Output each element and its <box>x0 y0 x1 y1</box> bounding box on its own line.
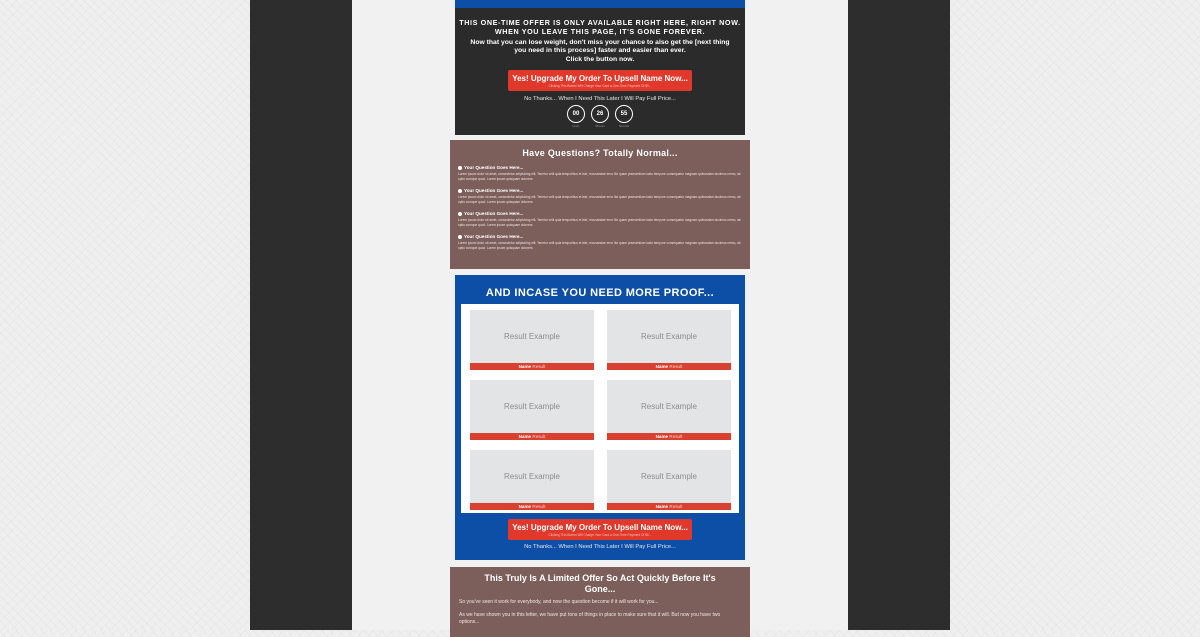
offer-body-cta-text: Click the button now. <box>565 55 635 63</box>
faq-item <box>458 165 742 181</box>
upgrade-button-label: Yes! Upgrade My Order To Upsell Name Now... <box>512 73 688 83</box>
result-card <box>607 380 731 440</box>
offer-headline <box>455 18 745 36</box>
faq-item <box>458 211 742 227</box>
offer-body <box>455 39 745 64</box>
result-caption <box>470 433 594 440</box>
result-caption <box>607 503 731 510</box>
timer-minutes <box>591 105 609 128</box>
result-card <box>607 310 731 370</box>
result-name: Name <box>655 504 669 509</box>
result-image-placeholder: Result Example <box>470 450 594 503</box>
faq-question <box>458 165 742 170</box>
countdown-timer <box>455 105 745 128</box>
result-name: Name <box>518 504 532 509</box>
timer-seconds-label: Seconds <box>618 124 630 128</box>
timer-seconds <box>615 105 633 128</box>
result-card <box>607 450 731 510</box>
timer-minutes-value: 26 <box>591 105 609 123</box>
timer-hours <box>567 105 585 128</box>
result-image-placeholder: Result Example <box>607 380 731 433</box>
offer-section <box>455 0 745 135</box>
faq-item <box>458 234 742 250</box>
results-grid <box>461 304 739 513</box>
result-name: Name <box>655 364 669 369</box>
result-card <box>470 450 594 510</box>
offer-body-text: Now that you can lose weight, don't miss your chance to also get the [next thing you need in this process] faster and easier than ever. <box>470 39 730 55</box>
timer-seconds-value: 55 <box>615 105 633 123</box>
faq-question-text: Your Question Goes Here... <box>464 188 524 193</box>
upgrade-button-label: Yes! Upgrade My Order To Upsell Name Now... <box>512 523 688 532</box>
faq-question-text: Your Question Goes Here... <box>464 211 524 216</box>
faq-question <box>458 234 742 239</box>
result-text: Result <box>532 434 546 439</box>
result-image-placeholder: Result Example <box>607 310 731 363</box>
result-text: Result <box>669 434 683 439</box>
result-text: Result <box>532 364 546 369</box>
faq-answer: Lorem ipsum dolor sit amet, consectetur adipisicing elit. Tenetur velit quia temporibus et iste, recusandae error illo quam praesentium iusto tempore consequatur magnam quibusdam ducimus nemo, ab optio cumque quod. Lorem ipsum quisquam dolorem. <box>458 172 741 181</box>
faq-item <box>458 188 742 204</box>
blue-top-strip <box>455 0 745 8</box>
result-caption <box>607 433 731 440</box>
result-text: Result <box>669 504 683 509</box>
proof-title: AND INCASE YOU NEED MORE PROOF... <box>485 287 715 299</box>
result-name: Name <box>518 364 532 369</box>
no-thanks-link-bottom[interactable]: No Thanks... When I Need This Later I Will Pay Full Price... <box>524 544 676 550</box>
proof-section <box>455 275 745 560</box>
faq-question <box>458 211 742 216</box>
question-bullet-icon <box>458 166 462 170</box>
upgrade-button-bottom[interactable] <box>508 519 692 540</box>
limited-offer-title: This Truly Is A Limited Offer So Act Quickly Before It's Gone... <box>484 573 716 594</box>
offer-headline-line-1: THIS ONE-TIME OFFER IS ONLY AVAILABLE RIGHT HERE, RIGHT NOW. <box>459 18 741 27</box>
result-card <box>470 380 594 440</box>
result-card <box>470 310 594 370</box>
faq-answer: Lorem ipsum dolor sit amet, consectetur adipisicing elit. Tenetur velit quia temporibus et iste, recusandae error illo quam praesentium iusto tempore consequatur magnam quibusdam ducimus nemo, ab optio cumque quod. Lorem ipsum quisquam dolorem. <box>458 241 741 250</box>
result-caption <box>470 363 594 370</box>
question-bullet-icon <box>458 212 462 216</box>
result-caption <box>470 503 594 510</box>
result-text: Result <box>669 364 683 369</box>
limited-offer-paragraph-1: So you've seen it work for everybody, and now the question become if it will work for you... <box>459 599 659 605</box>
timer-hours-label: Hours <box>572 124 580 128</box>
right-dark-band <box>848 0 950 630</box>
faq-answer: Lorem ipsum dolor sit amet, consectetur adipisicing elit. Tenetur velit quia temporibus et iste, recusandae error illo quam praesentium iusto tempore consequatur magnam quibusdam ducimus nemo, ab optio cumque quod. Lorem ipsum quisquam dolorem. <box>458 218 741 227</box>
limited-offer-paragraph-2: As we have shown you in this letter, we have put tons of things in place to make sure that it will. But now you have two options... <box>459 612 721 625</box>
upgrade-button[interactable] <box>508 70 692 91</box>
result-name: Name <box>655 434 669 439</box>
result-caption <box>607 363 731 370</box>
offer-headline-line-2: WHEN YOU LEAVE THIS PAGE, IT'S GONE FOREVER. <box>494 27 706 36</box>
faq-question <box>458 188 742 193</box>
faq-answer: Lorem ipsum dolor sit amet, consectetur adipisicing elit. Tenetur velit quia temporibus et iste, recusandae error illo quam praesentium iusto tempore consequatur magnam quibusdam ducimus nemo, ab optio cumque quod. Lorem ipsum quisquam dolorem. <box>458 195 741 204</box>
faq-section <box>450 140 750 269</box>
faq-question-text: Your Question Goes Here... <box>464 234 524 239</box>
faq-question-text: Your Question Goes Here... <box>464 165 524 170</box>
timer-minutes-label: Minutes <box>595 124 605 128</box>
upgrade-button-subtext: Clicking This Button Will Charge Your Card a One-Time Payment Of $0... <box>548 533 652 537</box>
question-bullet-icon <box>458 189 462 193</box>
result-image-placeholder: Result Example <box>607 450 731 503</box>
result-text: Result <box>532 504 546 509</box>
result-image-placeholder: Result Example <box>470 310 594 363</box>
result-name: Name <box>518 434 532 439</box>
faq-list <box>450 165 750 250</box>
upgrade-button-subtext: Clicking This Button Will Charge Your Card a One-Time Payment Of $0... <box>548 83 652 88</box>
no-thanks-link[interactable]: No Thanks... When I Need This Later I Will Pay Full Price... <box>524 95 676 102</box>
question-bullet-icon <box>458 235 462 239</box>
left-dark-band <box>250 0 352 630</box>
result-image-placeholder: Result Example <box>470 380 594 433</box>
faq-title: Have Questions? Totally Normal... <box>522 148 678 158</box>
limited-offer-section <box>450 567 750 637</box>
timer-hours-value: 00 <box>567 105 585 123</box>
